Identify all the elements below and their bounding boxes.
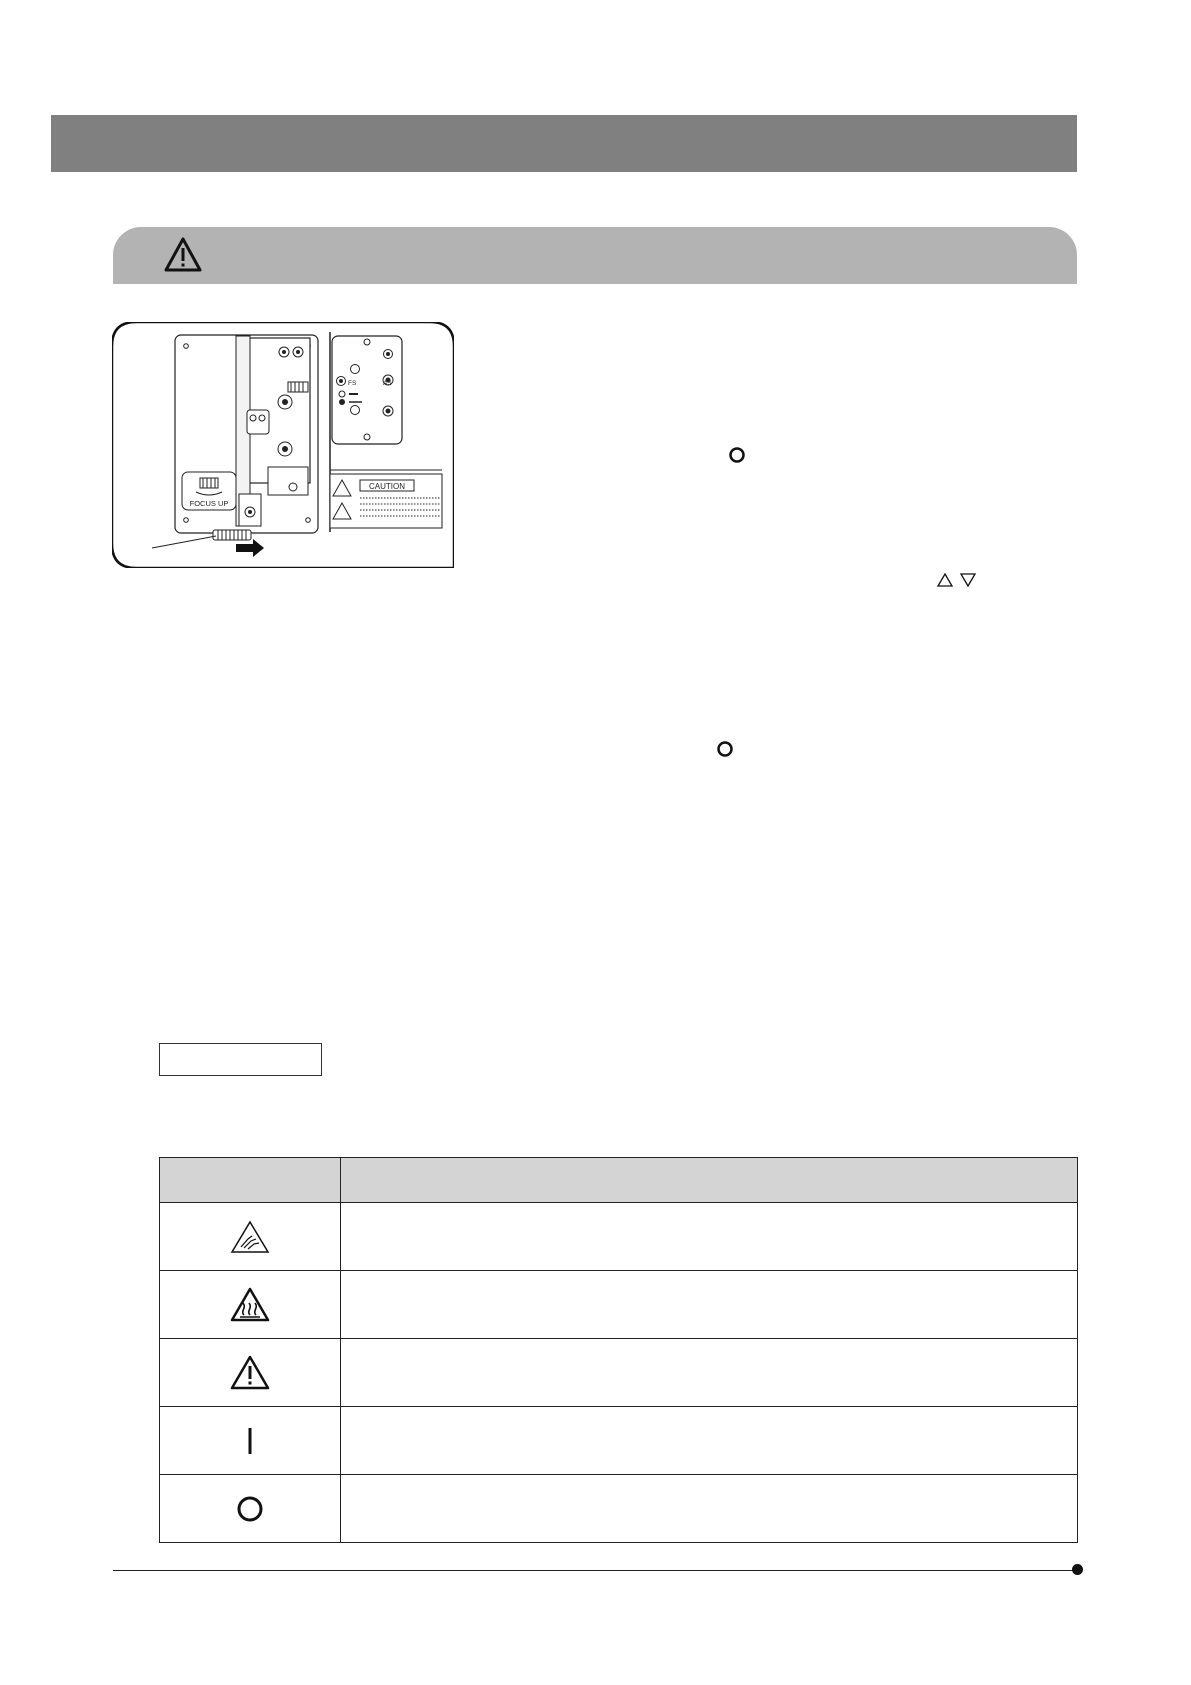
table-row	[160, 1475, 1078, 1543]
circle-off-icon	[728, 446, 746, 464]
symbol-cell	[160, 1339, 341, 1407]
symbol-cell	[160, 1407, 341, 1475]
focus-up-label: FOCUS UP	[189, 499, 229, 508]
power-on-icon	[245, 1424, 255, 1458]
description-cell	[341, 1475, 1078, 1543]
description-cell	[341, 1203, 1078, 1271]
description-cell	[341, 1339, 1078, 1407]
description-cell	[341, 1271, 1078, 1339]
table-row	[160, 1271, 1078, 1339]
circle-off-icon-2	[716, 740, 734, 758]
as-label: AS	[383, 380, 392, 387]
power-off-icon	[235, 1494, 265, 1524]
symbols-table	[159, 1157, 1078, 1543]
header-symbol	[160, 1158, 341, 1203]
fs-label: FS	[348, 380, 357, 387]
footer-dot	[1072, 1564, 1083, 1575]
table-caption-box	[159, 1043, 322, 1076]
hand-pinch-warning-icon	[230, 1220, 270, 1254]
caution-header-bar	[113, 227, 1077, 284]
section-header-bar	[51, 115, 1077, 172]
triangle-down-icon	[960, 573, 976, 587]
general-caution-icon	[230, 1355, 270, 1391]
figure-caution-label: CAUTION	[369, 482, 405, 491]
header-explanation	[341, 1158, 1078, 1203]
microscope-base-illustration	[112, 322, 454, 568]
table-row	[160, 1339, 1078, 1407]
description-cell	[341, 1407, 1078, 1475]
symbol-cell	[160, 1203, 341, 1271]
table-row	[160, 1203, 1078, 1271]
table-header-row	[160, 1158, 1078, 1203]
symbol-cell	[160, 1475, 341, 1543]
table-row	[160, 1407, 1078, 1475]
symbol-cell	[160, 1271, 341, 1339]
caution-triangle-icon	[163, 236, 203, 274]
footer-rule	[113, 1570, 1075, 1571]
hot-surface-warning-icon	[230, 1287, 270, 1323]
triangle-up-icon	[937, 573, 953, 587]
